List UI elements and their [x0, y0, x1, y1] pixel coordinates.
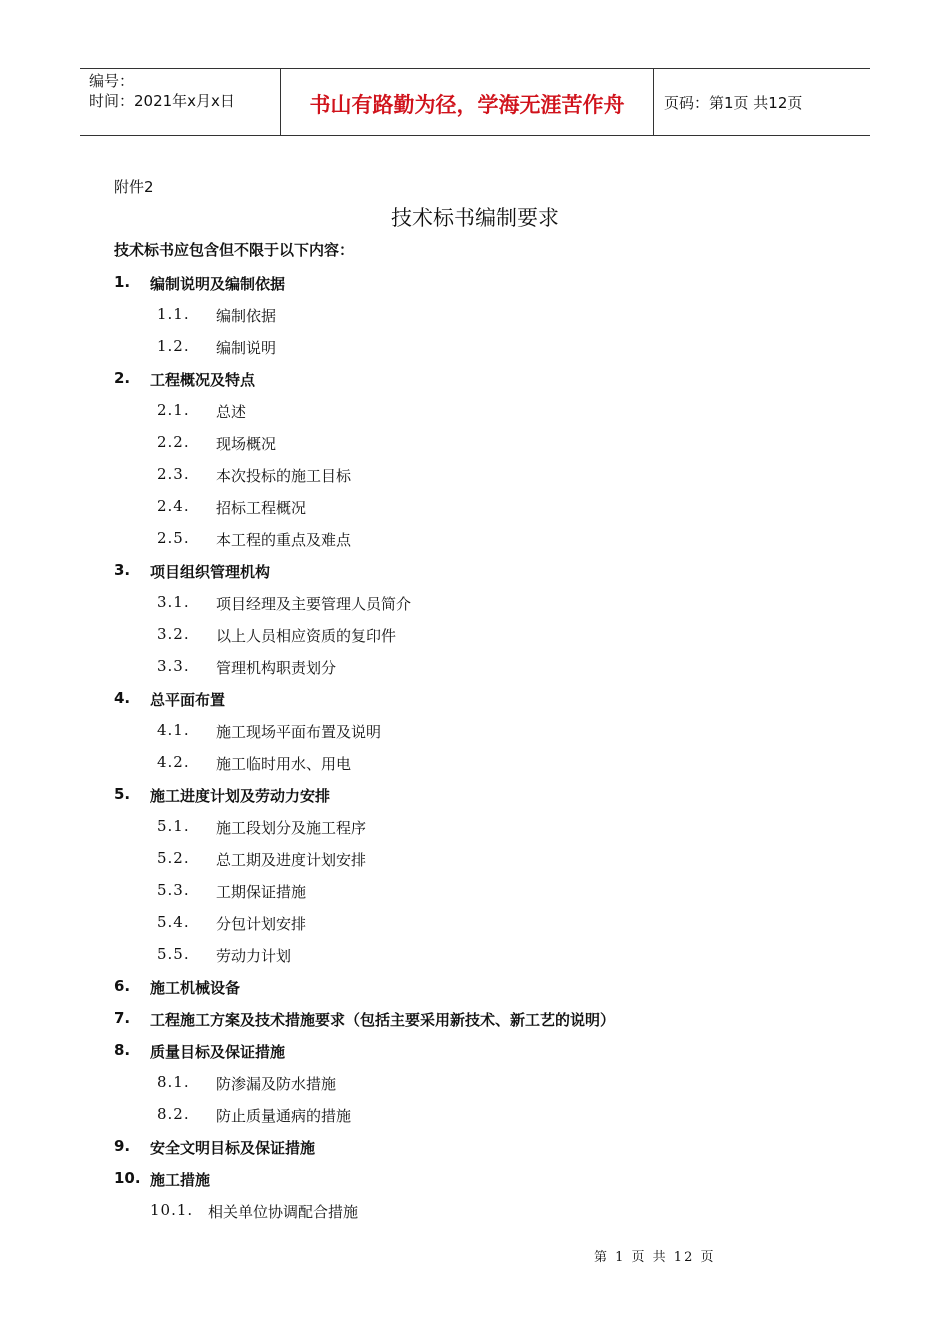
intro-text: 技术标书应包含但不限于以下内容： [114, 241, 355, 259]
outline-number: 5.2. [157, 849, 190, 867]
outline-number: 8. [114, 1041, 131, 1059]
outline-subsection [0, 811, 950, 843]
outline-section [0, 267, 950, 299]
outline-subsection [0, 939, 950, 971]
outline-text: 管理机构职责划分 [216, 659, 337, 677]
outline-number: 4.2. [157, 753, 190, 771]
outline-subsection [0, 459, 950, 491]
outline-number: 6. [114, 977, 131, 995]
outline-number: 5.5. [157, 945, 190, 963]
outline-number: 2.4. [157, 497, 190, 515]
outline-number: 1.2. [157, 337, 190, 355]
outline-text: 现场概况 [216, 435, 277, 453]
doc-number-label: 编号： [89, 72, 135, 90]
page-footer: 第 1 页 共 12 页 [594, 1250, 716, 1265]
outline-text: 本工程的重点及难点 [216, 531, 352, 549]
outline-section [0, 1163, 950, 1195]
outline-text: 总工期及进度计划安排 [216, 851, 367, 869]
outline-text: 防止质量通病的措施 [216, 1107, 352, 1125]
outline-text: 防渗漏及防水措施 [216, 1075, 337, 1093]
outline-section [0, 971, 950, 1003]
outline-text: 工程概况及特点 [150, 371, 256, 389]
outline-subsection [0, 523, 950, 555]
outline-number: 1. [114, 273, 131, 291]
outline-text: 施工现场平面布置及说明 [216, 723, 382, 741]
outline-text: 项目组织管理机构 [150, 563, 271, 581]
outline-number: 2.3. [157, 465, 190, 483]
outline-text: 招标工程概况 [216, 499, 307, 517]
outline-subsection [0, 619, 950, 651]
outline-section [0, 1131, 950, 1163]
outline-text: 总平面布置 [150, 691, 226, 709]
outline-text: 施工临时用水、用电 [216, 755, 352, 773]
outline-section [0, 1003, 950, 1035]
outline-number: 5.4. [157, 913, 190, 931]
outline-number: 8.2. [157, 1105, 190, 1123]
outline-subsection [0, 587, 950, 619]
outline-text: 项目经理及主要管理人员简介 [216, 595, 412, 613]
outline-number: 5.3. [157, 881, 190, 899]
outline-section [0, 1035, 950, 1067]
outline-subsection [0, 331, 950, 363]
outline-text: 编制说明及编制依据 [150, 275, 286, 293]
header-meta [80, 69, 281, 135]
outline-subsection [0, 491, 950, 523]
outline-text: 质量目标及保证措施 [150, 1043, 286, 1061]
outline-subsection [0, 299, 950, 331]
outline-section [0, 683, 950, 715]
outline-number: 1.1. [157, 305, 190, 323]
header-page-info: 页码：第1页 共12页 [664, 93, 803, 112]
header-motto: 书山有路勤为径，学海无涯苦作舟 [281, 69, 654, 135]
outline-text: 总述 [216, 403, 247, 421]
outline-subsection [0, 875, 950, 907]
outline-number: 3.1. [157, 593, 190, 611]
attachment-label: 附件2 [114, 178, 154, 196]
outline-text: 编制说明 [216, 339, 277, 357]
outline-subsection [0, 1195, 950, 1227]
outline-number: 5. [114, 785, 131, 803]
outline-number: 3.3. [157, 657, 190, 675]
outline-number: 4. [114, 689, 131, 707]
outline-subsection [0, 1099, 950, 1131]
outline-text: 相关单位协调配合措施 [208, 1203, 359, 1221]
outline-number: 2. [114, 369, 131, 387]
outline-text: 安全文明目标及保证措施 [150, 1139, 316, 1157]
outline-text: 工期保证措施 [216, 883, 307, 901]
outline-text: 分包计划安排 [216, 915, 307, 933]
outline-text: 本次投标的施工目标 [216, 467, 352, 485]
outline-text: 施工措施 [150, 1171, 211, 1189]
outline-number: 8.1. [157, 1073, 190, 1091]
page-header [80, 68, 870, 136]
outline-text: 施工段划分及施工程序 [216, 819, 367, 837]
outline-section [0, 363, 950, 395]
outline-text: 工程施工方案及技术措施要求（包括主要采用新技术、新工艺的说明） [150, 1011, 616, 1029]
outline-subsection [0, 427, 950, 459]
outline-text: 以上人员相应资质的复印件 [216, 627, 397, 645]
outline-number: 7. [114, 1009, 131, 1027]
outline-number: 5.1. [157, 817, 190, 835]
outline-number: 10.1. [150, 1201, 194, 1219]
outline-number: 4.1. [157, 721, 190, 739]
outline-subsection [0, 395, 950, 427]
outline-number: 9. [114, 1137, 131, 1155]
outline-number: 3.2. [157, 625, 190, 643]
outline-subsection [0, 747, 950, 779]
outline-number: 3. [114, 561, 131, 579]
outline-subsection [0, 1067, 950, 1099]
outline-text: 编制依据 [216, 307, 277, 325]
outline-number: 2.1. [157, 401, 190, 419]
outline-subsection [0, 715, 950, 747]
page-title: 技术标书编制要求 [391, 206, 559, 230]
doc-date-label: 时间：2021年x月x日 [89, 92, 235, 110]
outline-subsection [0, 907, 950, 939]
outline-section [0, 779, 950, 811]
outline-section [0, 555, 950, 587]
outline-subsection [0, 843, 950, 875]
outline-list [0, 267, 950, 1227]
outline-text: 劳动力计划 [216, 947, 292, 965]
outline-text: 施工机械设备 [150, 979, 241, 997]
outline-number: 2.5. [157, 529, 190, 547]
outline-text: 施工进度计划及劳动力安排 [150, 787, 331, 805]
outline-number: 10. [114, 1169, 141, 1187]
outline-number: 2.2. [157, 433, 190, 451]
outline-subsection [0, 651, 950, 683]
